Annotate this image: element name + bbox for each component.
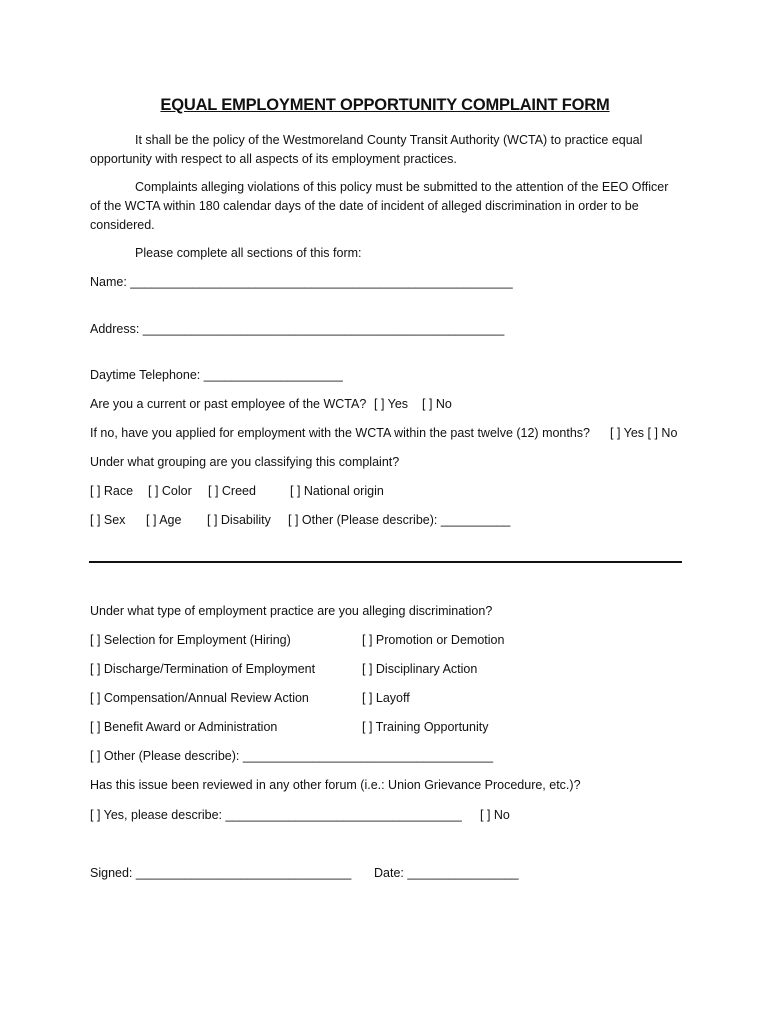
promotion-checkbox[interactable]: [ ] Promotion or Demotion xyxy=(362,633,505,647)
practice-question: Under what type of employment practice are you alleging discrimination? xyxy=(90,604,493,618)
disciplinary-checkbox[interactable]: [ ] Disciplinary Action xyxy=(362,662,478,676)
instruction-text: Please complete all sections of this form: xyxy=(135,246,362,260)
color-checkbox[interactable]: [ ] Color xyxy=(148,484,192,498)
form-title: EQUAL EMPLOYMENT OPPORTUNITY COMPLAINT FORM xyxy=(160,96,610,114)
benefit-checkbox[interactable]: [ ] Benefit Award or Administration xyxy=(90,720,278,734)
signature-field[interactable]: Signed: _______________________________ xyxy=(90,866,352,880)
grouping-other-field[interactable]: [ ] Other (Please describe): __________ xyxy=(288,513,511,527)
compensation-checkbox[interactable]: [ ] Compensation/Annual Review Action xyxy=(90,691,309,705)
selection-checkbox[interactable]: [ ] Selection for Employment (Hiring) xyxy=(90,633,291,647)
name-field[interactable]: Name: _______________________________________________________ xyxy=(90,275,513,289)
grouping-question: Under what grouping are you classifying this complaint? xyxy=(90,455,400,469)
national-origin-checkbox[interactable]: [ ] National origin xyxy=(290,484,384,498)
employee-question: Are you a current or past employee of the WCTA? xyxy=(90,397,367,411)
section-divider xyxy=(89,561,682,563)
review-question: Has this issue been reviewed in any other forum (i.e.: Union Grievance Procedure, etc.)? xyxy=(90,778,581,792)
policy-paragraph: It shall be the policy of the Westmoreland County Transit Authority (WCTA) to practice equal opportunity with respect to all aspects of its employment practices. xyxy=(90,133,643,166)
employee-yes-checkbox[interactable]: [ ] Yes xyxy=(374,397,409,411)
layoff-checkbox[interactable]: [ ] Layoff xyxy=(362,691,410,705)
telephone-field[interactable]: Daytime Telephone: ____________________ xyxy=(90,368,343,382)
creed-checkbox[interactable]: [ ] Creed xyxy=(208,484,256,498)
deadline-paragraph: Complaints alleging violations of this policy must be submitted to the attention of the EEO Officer of the WCTA within 180 calendar days of the date of incident of alleged discrimination in order to be considered. xyxy=(90,180,669,232)
sex-checkbox[interactable]: [ ] Sex xyxy=(90,513,126,527)
review-yes-field[interactable]: [ ] Yes, please describe: __________________________________ xyxy=(90,808,462,822)
applied-question: If no, have you applied for employment with the WCTA within the past twelve (12) months? xyxy=(90,426,591,440)
applied-options-checkbox[interactable]: [ ] Yes [ ] No xyxy=(610,426,678,440)
race-checkbox[interactable]: [ ] Race xyxy=(90,484,134,498)
review-no-checkbox[interactable]: [ ] No xyxy=(480,808,510,822)
practice-other-field[interactable]: [ ] Other (Please describe): ____________________________________ xyxy=(90,749,494,763)
training-checkbox[interactable]: [ ] Training Opportunity xyxy=(362,720,489,734)
date-field[interactable]: Date: ________________ xyxy=(374,866,519,880)
address-field[interactable]: Address: ____________________________________________________ xyxy=(90,322,505,336)
disability-checkbox[interactable]: [ ] Disability xyxy=(207,513,271,527)
employee-no-checkbox[interactable]: [ ] No xyxy=(422,397,452,411)
age-checkbox[interactable]: [ ] Age xyxy=(146,513,182,527)
discharge-checkbox[interactable]: [ ] Discharge/Termination of Employment xyxy=(90,662,316,676)
